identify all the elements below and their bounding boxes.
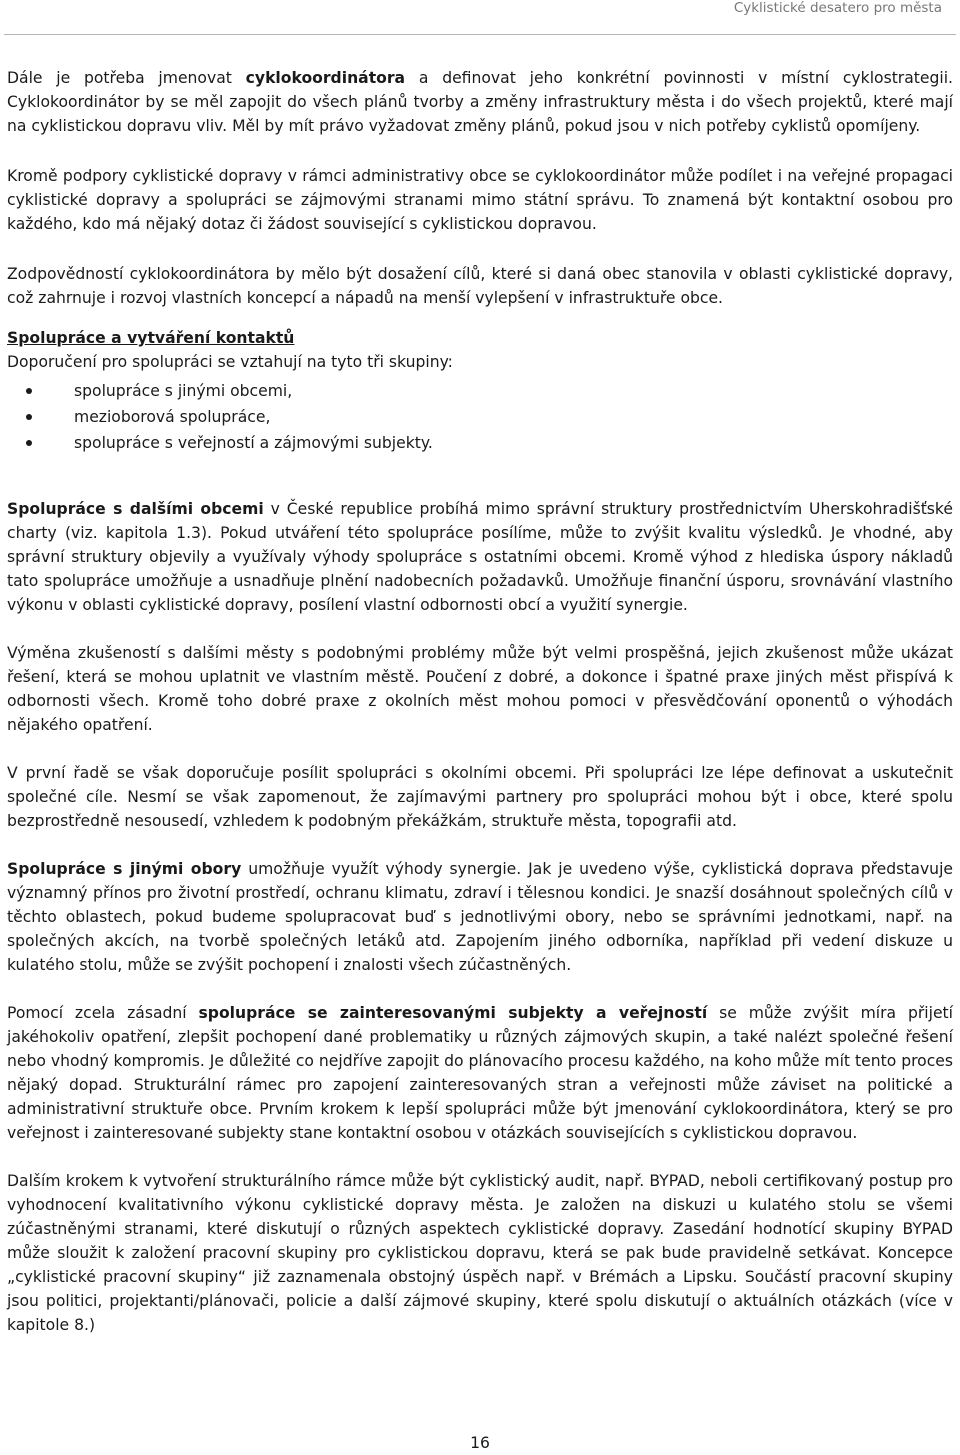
document-title: Cyklistické desatero pro města [733,0,942,16]
list-item-text: mezioborová spolupráce, [74,408,271,426]
paragraph-zodpovednost: Zodpovědností cyklokoordinátora by mělo být dosažení cílů, které si daná obec stanovila v oblasti cyklistické dopravy, což zahrnuje i rozvoj vlastních koncepcí a nápadů na menší vylepšení v infrastruktuře obce. [7,265,953,307]
running-header [0,0,960,34]
section-intro: Doporučení pro spolupráci se vztahují na tyto tři skupiny: [7,353,453,371]
bullet-icon [26,388,32,394]
header-rule [4,34,956,35]
bullet-list [7,378,953,456]
bold-term: cyklokoordinátora [245,69,406,87]
paragraph-verejnost [7,1001,953,1145]
bold-term: Spolupráce s dalšími obcemi [7,500,264,518]
paragraph-text: v České republice probíhá mimo správní struktury prostřednictvím Uherskohradišťské charty (viz. kapitola 1.3). Pokud utváření této spolupráce posílíme, může to zvýšit kvalitu výsledků. Je vhodné, aby správní struktury objevily a využívaly výhody spolupráce s ostatními obcemi. Kromě výhod z hlediska úspory nákladů tato spolupráce umožňuje a usnadňuje plnění nadobecních požadavků. Umožňuje finanční úsporu, srovnávání vlastního výkonu v oblasti cyklistické dopravy, posílení vlastní odbornosti obcí a využití synergie. [7,500,954,614]
paragraph-propagace: Kromě podpory cyklistické dopravy v rámci administrativy obce se cyklokoordinátor může podílet i na veřejné propagaci cyklistické dopravy a spolupráci se zájmovými stranami mimo státní správu. To znamená být kontaktní osobou pro každého, kdo má nějaký dotaz či žádost související s cyklistickou dopravou. [7,167,953,233]
list-item-text: spolupráce s jinými obcemi, [74,382,293,400]
section-heading: Spolupráce a vytváření kontaktů [7,329,295,347]
paragraph-bypad: Dalším krokem k vytvoření strukturálního rámce může být cyklistický audit, např. BYPAD, neboli certifikovaný postup pro vyhodnocení kvalitativního výkonu cyklistické dopravy města. Je založen na diskuzi u kulatého stolu se všemi zúčastněnými stranami, které diskutují o různých aspektech cyklistické dopravy. Zasedání hodnotící skupiny BYPAD může sloužit k založení pracovní skupiny pro cyklistickou dopravu, která se pak bude pravidelně setkávat. Koncepce „cyklistické pracovní skupiny“ již zaznamenala obstojný úspěch např. v Brémách a Lipsku. Součástí pracovní skupiny jsou politici, projektanti/plánovači, policie a další zájmové skupiny, které spolu diskutují o aktuálních otázkách (více v kapitole 8.) [7,1172,953,1334]
bold-term: Spolupráce s jinými obory [7,860,242,878]
paragraph-text: se může zvýšit míra přijetí jakéhokoliv opatření, zlepšit pochopení dané problematiky u různých zájmových skupin, a také nalézt společné řešení nebo vhodný kompromis. Je důležité co nejdříve zapojit do plánovacího procesu každého, na koho může mít tento proces nějaký dopad. Strukturální rámec pro zapojení zainteresovaných stran a veřejnosti může záviset na politické a administrativní struktuře obce. Prvním krokem k lepší spolupráci může být jmenování cyklokoordinátora, který se pro veřejnost i zainteresované subjekty stane kontaktní osobou v otázkách souvisejících s cyklistickou dopravou. [7,1004,953,1142]
list-item [7,430,953,456]
bullet-icon [26,440,32,446]
list-item [7,404,953,430]
paragraph-cyklokoordinator [7,66,953,138]
list-item-text: spolupráce s veřejností a zájmovými subjekty. [74,434,433,452]
paragraph-text: Pomocí zcela zásadní [7,1004,199,1022]
bold-term: spolupráce se zainteresovanými subjekty a veřejností [198,1004,708,1022]
document-body [7,66,953,1337]
paragraph-obce [7,497,953,617]
paragraph-vymena: Výměna zkušeností s dalšími městy s podobnými problémy může být velmi prospěšná, jejich zkušenost může ukázat řešení, která se mohou uplatnit ve vlastním městě. Poučení z dobré, a dokonce i špatné praxe jiných měst přispívá k odbornosti všech. Kromě toho dobré praxe z okolních měst mohou pomoci v přesvědčování oponentů o výhodách nějakého opatření. [7,644,953,734]
paragraph-obory [7,857,953,977]
page-number: 16 [470,1434,490,1452]
paragraph-text: a definovat jeho konkrétní povinnosti v místní cyklostrategii. Cyklokoordinátor by se měl zapojit do všech plánů tvorby a změny infrastruktury města i do všech projektů, které mají na cyklistickou dopravu vliv. Měl by mít právo vyžadovat změny plánů, pokud jsou v nich potřeby cyklistů opomíjeny. [7,69,953,135]
bullet-icon [26,414,32,420]
list-item [7,378,953,404]
paragraph-text: Dále je potřeba jmenovat [7,69,246,87]
paragraph-okolni-obce: V první řadě se však doporučuje posílit spolupráci s okolními obcemi. Při spolupráci lze lépe definovat a uskutečnit společné cíle. Nesmí se však zapomenout, že zajímavými partnery pro spolupráci mohou být i obce, které spolu bezprostředně nesousedí, vzhledem k podobným překážkám, struktuře města, topografii atd. [7,764,953,830]
paragraph-text: umožňuje využít výhody synergie. Jak je uvedeno výše, cyklistická doprava představuje významný přínos pro životní prostředí, ochranu klimatu, zdraví i tělesnou kondici. Je snazší dosáhnout společných cílů v těchto oblastech, pokud budeme spolupracovat buď s jednotlivými obory, nebo se správními jednotkami, např. na společných akcích, na tvorbě společných letáků atd. Zapojením jiného odborníka, například při vedení diskuze u kulatého stolu, může se zvýšit pochopení i znalosti všech zúčastněných. [7,860,953,974]
